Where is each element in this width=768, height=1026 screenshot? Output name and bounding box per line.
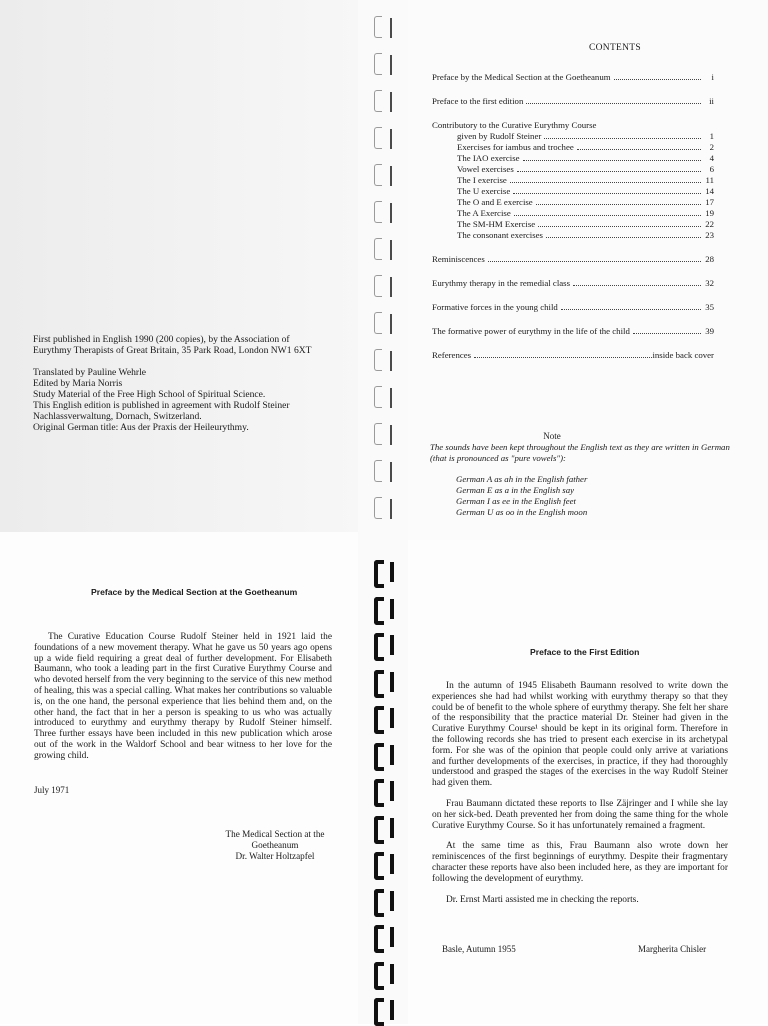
first-edition-preface-body	[432, 681, 728, 915]
binding-ring	[368, 631, 400, 657]
toc-leader	[510, 182, 701, 183]
first-edition-preface-signature: Margherita Chisler	[638, 944, 707, 954]
toc-entry-page: 39	[705, 325, 714, 336]
note-list	[456, 474, 716, 518]
toc-leader	[538, 226, 701, 227]
toc-entry-page: 35	[705, 301, 714, 312]
toc-entry-page: 6	[709, 163, 714, 174]
toc-leader	[488, 261, 701, 262]
toc-entry-page: ii	[709, 96, 714, 106]
table-of-contents	[432, 72, 714, 361]
toc-entry-label: Vowel exercises	[457, 163, 514, 174]
medical-preface-paragraph: The Curative Education Course Rudolf Steiner held in 1921 laid the foundations of a new movement therapy. What he gave us 50 years ago opens up a wide field requiring a great deal of further development. For Elisabeth Baumann, who took a leading part in the first Curative Eurythmy Course and who devoted herself from the very beginning to the service of this new method of healing, this was a special calling. What makes her contributions so valuable is, on the one hand, the personal experience that lies behind them and, on the other hand, the fact that in her a person is speaking to us who was actually introduced to eurythmy and eurythmy therapy by Rudolf Steiner himself. Three further essays have been included in this new publication which arose out of the work in the Waldorf School and bear witness to her love for the growing child.	[34, 632, 332, 761]
toc-leader	[513, 193, 701, 194]
toc-entry[interactable]	[432, 96, 714, 107]
imprint-line: Original German title: Aus der Praxis der Heileurythmy.	[33, 422, 249, 433]
medical-preface-title: Preface by the Medical Section at the Goetheanum	[91, 587, 298, 597]
toc-entry-page: 28	[705, 253, 714, 264]
toc-leader	[514, 215, 701, 216]
medical-preface-body	[34, 632, 332, 762]
toc-entry-label: Eurythmy therapy in the remedial class	[432, 277, 571, 288]
toc-entry-page: 14	[705, 185, 714, 196]
first-edition-paragraph: In the autumn of 1945 Elisabeth Baumann resolved to write down the experiences she had had whilst working with eurythmy therapy so that they could be of benefit to the whole sphere of eurythmy therapy. She felt her share of the responsibility that the practice material Dr. Steiner had given in the Curative Eurythmy Course¹ should be kept in its original form. Therefore in the following records she has tried to present each exercise in its archetypal form. For she was of the opinion that people could only arrive at variations and further developments of the exercises, in practice, if they had thoroughly understood and grasped the stages of the exercises in the way Rudolf Steiner had given them.	[432, 681, 728, 789]
binding-ring	[368, 88, 400, 114]
toc-entry-label: Reminiscences	[432, 253, 485, 264]
toc-entry-label: The A Exercise	[457, 207, 511, 218]
toc-entry-page: 32	[705, 277, 714, 288]
binding-ring	[368, 384, 400, 410]
medical-preface-date: July 1971	[34, 785, 70, 795]
binding-ring	[368, 199, 400, 225]
toc-entry[interactable]	[432, 230, 714, 241]
imprint-line: Translated by Pauline Wehrle	[33, 367, 147, 378]
contents-title: CONTENTS	[588, 43, 641, 53]
toc-leader	[633, 333, 701, 334]
toc-entry-label: The formative power of eurythmy in the life of the child	[432, 325, 630, 336]
binding-ring	[368, 741, 400, 767]
binding-ring	[368, 495, 400, 521]
toc-entry-page: 11	[705, 174, 714, 185]
binding-ring	[368, 595, 400, 621]
toc-entry[interactable]	[432, 208, 714, 219]
toc-section-heading[interactable]	[432, 120, 714, 131]
toc-entry[interactable]	[432, 326, 714, 337]
binding-ring	[368, 558, 400, 584]
toc-entry[interactable]	[432, 72, 714, 83]
binding-ring	[368, 236, 400, 262]
toc-entry[interactable]	[432, 219, 714, 230]
toc-leader	[573, 285, 701, 286]
binding-ring	[368, 310, 400, 336]
note-item: German U as oo in the English moon	[456, 507, 588, 517]
toc-entry-page: 2	[709, 141, 714, 152]
binding-ring	[368, 458, 400, 484]
toc-leader	[577, 149, 701, 150]
toc-leader	[523, 160, 701, 161]
imprint-published	[33, 334, 343, 356]
imprint-credits	[33, 367, 343, 433]
binding-ring	[368, 814, 400, 840]
note-text: The sounds have been kept throughout the English text as they are written in German (that is pronounced as "pure vowels"):	[430, 442, 730, 463]
binding-ring	[368, 347, 400, 373]
toc-entry[interactable]	[432, 142, 714, 153]
binding-ring	[368, 923, 400, 949]
signature-line: Dr. Walter Holtzapfel	[235, 851, 315, 861]
toc-entry[interactable]	[432, 153, 714, 164]
note-item: German I as ee in the English feet	[456, 496, 576, 506]
medical-preface-page	[0, 532, 358, 1024]
toc-entry[interactable]	[432, 302, 714, 313]
toc-entry-label: The IAO exercise	[457, 152, 520, 163]
toc-entry-page: i	[711, 72, 714, 82]
binding-ring	[368, 996, 400, 1022]
toc-leader	[546, 237, 701, 238]
toc-entry-page: 19	[705, 207, 714, 218]
toc-entry-label: Preface by the Medical Section at the Goetheanum	[432, 72, 611, 82]
toc-entry-label: The consonant exercises	[457, 229, 543, 240]
binding-ring	[368, 668, 400, 694]
toc-entry-label: given by Rudolf Steiner	[457, 130, 542, 141]
toc-entry[interactable]	[432, 186, 714, 197]
binding-ring	[368, 125, 400, 151]
binding-ring	[368, 51, 400, 77]
toc-leader	[474, 357, 652, 358]
medical-preface-signature	[211, 829, 339, 862]
imprint-page	[0, 0, 358, 532]
spiral-binding	[358, 0, 408, 1024]
imprint-line: Nachlassverwaltung, Dornach, Switzerland.	[33, 411, 202, 422]
binding-ring	[368, 14, 400, 40]
toc-leader	[536, 204, 701, 205]
signature-line: Goetheanum	[251, 840, 299, 850]
note-item: German E as a in the English say	[456, 485, 575, 495]
binding-ring	[368, 162, 400, 188]
toc-entry-label: The I exercise	[457, 174, 507, 185]
binding-ring	[368, 273, 400, 299]
toc-entry-label: Preface to the first edition	[432, 96, 524, 106]
toc-entry[interactable]	[432, 164, 714, 175]
note-title: Note	[543, 431, 561, 441]
toc-entry-page: 17	[705, 196, 714, 207]
toc-leader	[526, 103, 701, 104]
toc-entry-label: References	[432, 349, 472, 360]
first-edition-preface-date: Basle, Autumn 1955	[442, 944, 516, 954]
binding-ring	[368, 777, 400, 803]
toc-entry-page: 4	[709, 152, 714, 163]
toc-entry-label: The O and E exercise	[457, 196, 533, 207]
toc-entry[interactable]	[432, 254, 714, 265]
toc-leader	[614, 79, 701, 80]
binding-ring	[368, 704, 400, 730]
imprint-line: This English edition is published in agreement with Rudolf Steiner	[33, 400, 290, 411]
toc-entry-label: Contributory to the Curative Eurythmy Course	[432, 120, 597, 130]
imprint-block	[33, 334, 343, 444]
binding-ring	[368, 960, 400, 986]
toc-entry-page: 22	[705, 218, 714, 229]
toc-entry-page: inside back cover	[652, 349, 714, 360]
first-edition-paragraph: Dr. Ernst Marti assisted me in checking the reports.	[446, 894, 639, 905]
imprint-line: First published in English 1990 (200 copies), by the Association of	[33, 334, 290, 345]
signature-line: The Medical Section at the	[225, 829, 325, 839]
toc-leader	[517, 171, 701, 172]
binding-ring	[368, 887, 400, 913]
first-edition-paragraph: Frau Baumann dictated these reports to Ilse Zäjringer and I while she lay on her sick-bed. Death prevented her from doing the same thing for the whole Curative Eurythmy Course. So it has unfortunately remained a fragment.	[432, 798, 728, 831]
toc-entry-label: The SM-HM Exercise	[457, 218, 536, 229]
toc-leader	[544, 138, 701, 139]
toc-entry-label: The U exercise	[457, 185, 511, 196]
toc-leader	[561, 309, 701, 310]
toc-entry[interactable]	[432, 350, 714, 361]
first-edition-paragraph: At the same time as this, Frau Baumann also wrote down her reminiscences of the first beginnings of eurythmy. Despite their fragmentary character these reports have also been included here, as they are important for following the development of eurythmy.	[432, 841, 728, 884]
toc-entry-page: 1	[709, 130, 714, 141]
binding-ring	[368, 850, 400, 876]
toc-entry-label: Formative forces in the young child	[432, 301, 558, 312]
first-edition-preface-title: Preface to the First Edition	[530, 647, 640, 657]
toc-entry[interactable]	[432, 131, 714, 142]
binding-ring	[368, 421, 400, 447]
imprint-line: Edited by Maria Norris	[33, 378, 123, 389]
imprint-line: Study Material of the Free High School of Spiritual Science.	[33, 389, 266, 400]
toc-entry-page: 23	[705, 229, 714, 240]
toc-entry-label: Exercises for iambus and trochee	[457, 141, 574, 152]
imprint-line: Eurythmy Therapists of Great Britain, 35 Park Road, London NW1 6XT	[33, 345, 312, 356]
toc-entry[interactable]	[432, 278, 714, 289]
toc-entry[interactable]	[432, 197, 714, 208]
toc-entry[interactable]	[432, 175, 714, 186]
note-item: German A as ah in the English father	[456, 474, 588, 484]
